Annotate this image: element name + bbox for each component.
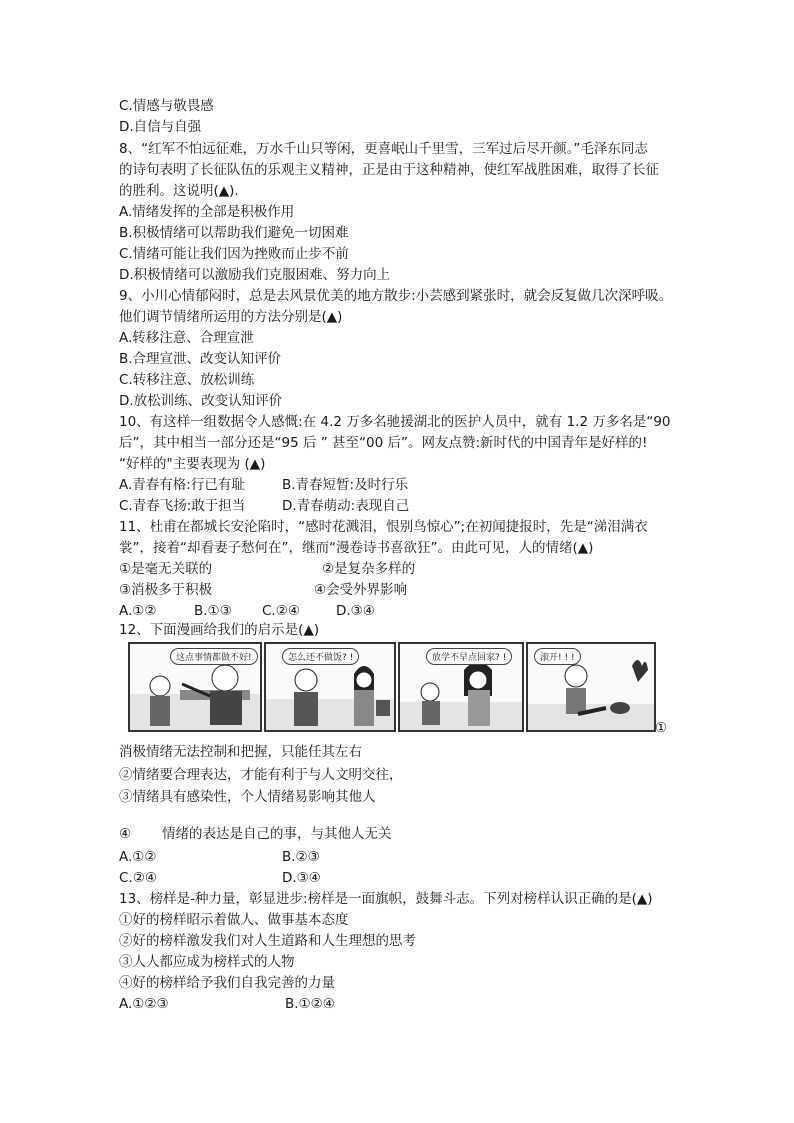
q11-option-b: B.①③	[194, 603, 232, 619]
comic-bubble-2: 怎么还不做饭? !	[282, 648, 359, 665]
q10-option-d: D.青春萌动:表现自己	[282, 498, 410, 514]
q11-option-d: D.③④	[336, 603, 375, 619]
q9-stem-line1: 9、小川心情郁闷时，总是去风景优美的地方散步:小芸感到紧张时，就会反复做几次深呼吸。	[119, 288, 673, 304]
q11-statement-3: ③消极多于积极	[119, 582, 213, 598]
comic-bubble-1: 这点事情都做不好!	[170, 648, 258, 665]
q8-option-a: A.情绪发挥的全部是积极作用	[119, 204, 295, 220]
q12-option-c: C.②④	[119, 870, 157, 886]
q12-statement-2: ②情绪要合理表达，才能有利于与人文明交往，	[119, 767, 403, 783]
comic-panel-2	[264, 642, 396, 732]
q11-stem-line1: 11、杜甫在都城长安沦陷时，“感时花溅泪，恨别鸟惊心”;在初闻捷报时，先是“涕泪满衣	[119, 519, 648, 535]
q13-statement-3: ③人人都应成为榜样式的人物	[119, 954, 295, 970]
comic-bubble-3: 放学不早点回家? !	[426, 648, 512, 665]
q9-stem-line2: 他们调节情绪所运用的方法分别是(▲)	[119, 309, 343, 325]
q12-statement-1: 消极情绪无法控制和把握，只能任其左右	[119, 744, 362, 760]
comic-panel-3	[398, 642, 524, 732]
q11-statement-1: ①是毫无关联的	[119, 561, 213, 577]
q11-stem-line2: 裳”，接着“却看妻子愁何在”，继而“漫卷诗书喜欲狂”。由此可见，人的情绪(▲)	[119, 540, 594, 556]
q12-statement-3: ③情绪具有感染性，个人情绪易影响其他人	[119, 789, 376, 805]
q8-stem-line1: 8、“红军不怕远征难，万水千山只等闲，更喜岷山千里雪，三军过后尽开颜。”毛泽东同志	[119, 141, 648, 157]
q12-stem: 12、下面漫画给我们的启示是(▲)	[119, 622, 320, 638]
q10-option-c: C.青春飞扬:敢于担当	[119, 498, 246, 514]
q13-option-b: B.①②④	[285, 996, 335, 1012]
q10-stem-line3: “好样的"主要表现为 (▲)	[119, 456, 266, 472]
q9-option-d: D.放松训练、改变认知评价	[119, 393, 283, 409]
q11-statement-4: ④会受外界影响	[314, 582, 408, 598]
q7-option-c: C.情感与敬畏感	[119, 98, 214, 114]
q8-option-b: B.积极情绪可以帮助我们避免一切困难	[119, 225, 349, 241]
q10-option-a: A.青春有格:行已有耻	[119, 477, 245, 493]
comic-bubble-4: 滚开! ! !	[534, 648, 581, 665]
q8-stem-line2: 的诗句表明了长征队伍的乐观主义精神，正是由于这种精神，使红军战胜困难，取得了长征	[119, 162, 659, 178]
comic-panel-1	[128, 642, 262, 732]
q9-option-c: C.转移注意、放松训练	[119, 372, 255, 388]
q10-stem-line2: 后”，其中相当一部分还是“95 后 ” 甚至“00 后”。网友点赞:新时代的中国青年是好样的!	[119, 435, 648, 451]
q8-option-d: D.积极情绪可以激励我们克服困难、努力向上	[119, 267, 391, 283]
q11-statement-2: ②是复杂多样的	[322, 561, 416, 577]
q13-stem: 13、榜样是-种力量，彰显进步:榜样是一面旗帜，鼓舞斗志。下列对榜样认识正确的是(▲)	[119, 891, 653, 907]
q13-statement-4: ④好的榜样给予我们自我完善的力量	[119, 975, 335, 991]
q13-option-a: A.①②③	[119, 996, 169, 1012]
q11-option-c: C.②④	[262, 603, 300, 619]
q10-stem-line1: 10、有这样一组数据令人感慨:在 4.2 万多名驰援湖北的医护人员中，就有 1.2 万多名是“90	[119, 414, 671, 430]
q13-statement-1: ①好的榜样昭示着做人、做事基本态度	[119, 912, 349, 928]
q10-option-b: B.青春短暂:及时行乐	[282, 477, 409, 493]
q12-option-b: B.②③	[282, 849, 320, 865]
q12-option-a: A.①②	[119, 849, 157, 865]
q12-statement-1-number: ①	[655, 720, 668, 736]
q13-statement-2: ②好的榜样激发我们对人生道路和人生理想的思考	[119, 933, 416, 949]
q9-option-b: B.合理宣泄、改变认知评价	[119, 351, 282, 367]
q11-option-a: A.①②	[119, 603, 157, 619]
q12-statement-4: 情绪的表达是自己的事，与其他人无关	[162, 826, 392, 842]
q7-option-d: D.自信与自强	[119, 119, 202, 135]
q9-option-a: A.转移注意、合理宣泄	[119, 330, 254, 346]
q12-statement-4-number: ④	[119, 826, 132, 842]
q8-option-c: C.情绪可能让我们因为挫败而止步不前	[119, 246, 349, 262]
q8-stem-line3: 的胜利。这说明(▲).	[119, 183, 239, 199]
comic-panel-4	[526, 642, 656, 732]
q12-option-d: D.③④	[282, 870, 321, 886]
